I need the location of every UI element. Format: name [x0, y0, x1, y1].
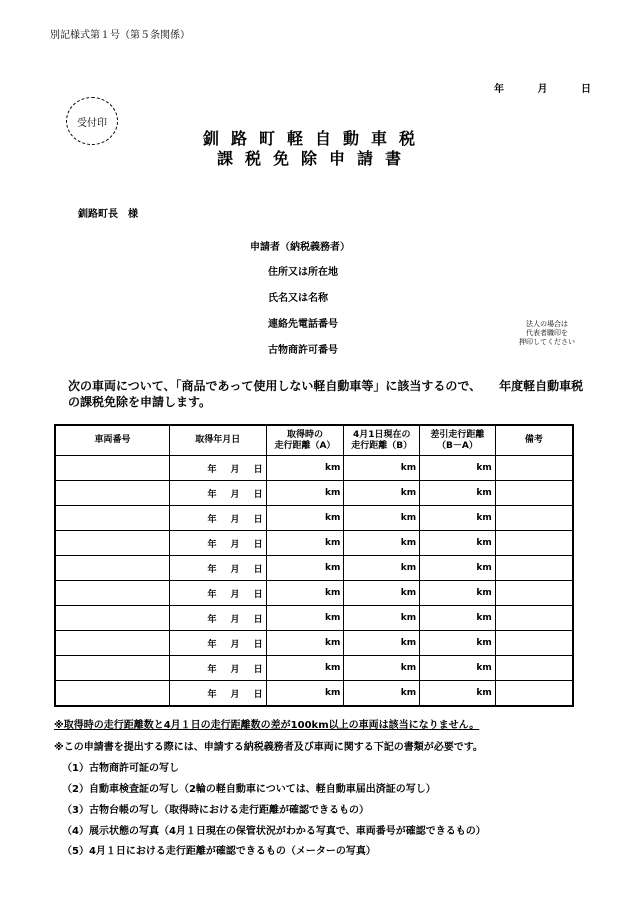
mileage-b-cell[interactable]	[344, 631, 420, 656]
month-unit: 月	[230, 614, 240, 625]
km-unit: km	[400, 463, 417, 473]
mileage-a-cell[interactable]	[266, 481, 344, 506]
mileage-a-cell[interactable]	[266, 556, 344, 581]
vehicle-number-cell[interactable]	[55, 606, 169, 631]
corporate-seal-note	[512, 320, 582, 347]
day-unit: 日	[253, 539, 263, 550]
month-unit: 月	[230, 689, 240, 700]
mileage-diff-cell[interactable]	[420, 531, 496, 556]
table-row	[55, 606, 573, 631]
month-unit: 月	[230, 664, 240, 675]
table-row	[55, 456, 573, 481]
km-unit: km	[324, 663, 341, 673]
date-fields	[494, 80, 591, 95]
vehicle-number-cell[interactable]	[55, 581, 169, 606]
year-unit: 年	[207, 589, 217, 600]
km-unit: km	[324, 488, 341, 498]
month-unit: 月	[230, 539, 240, 550]
day-unit: 日	[253, 589, 263, 600]
table-row	[55, 556, 573, 581]
vehicle-number-cell[interactable]	[55, 656, 169, 681]
year-unit: 年	[207, 689, 217, 700]
day-unit: 日	[253, 489, 263, 500]
phone-label: 連絡先電話番号	[268, 319, 338, 330]
km-unit: km	[476, 688, 492, 698]
doc-item-4: （4）展示状態の写真（4月１日現在の保管状況がわかる写真で、車両番号が確認できるもの）	[62, 826, 486, 837]
mileage-b-cell[interactable]	[344, 656, 420, 681]
acquisition-date-cell[interactable]	[169, 456, 266, 481]
year-label: 年	[494, 84, 504, 95]
mileage-diff-cell[interactable]	[420, 456, 496, 481]
day-unit: 日	[253, 639, 263, 650]
mileage-diff-cell[interactable]	[420, 606, 496, 631]
km-unit: km	[324, 538, 341, 548]
remarks-cell[interactable]	[495, 581, 573, 606]
table-header-row	[55, 425, 573, 456]
remarks-cell[interactable]	[495, 556, 573, 581]
km-unit: km	[400, 688, 417, 698]
acquisition-date-cell[interactable]	[169, 606, 266, 631]
header-mileage-b: 4月1日現在の 走行距離（B）	[344, 425, 420, 456]
addressee: 釧路町長 様	[78, 209, 138, 220]
mileage-a-cell[interactable]	[266, 456, 344, 481]
note-threshold	[54, 716, 479, 731]
mileage-diff-cell[interactable]	[420, 506, 496, 531]
title-line1: 釧路町軽自動車税	[202, 129, 427, 148]
km-unit: km	[324, 638, 341, 648]
remarks-cell[interactable]	[495, 531, 573, 556]
km-unit: km	[476, 588, 492, 598]
mileage-b-cell[interactable]	[344, 556, 420, 581]
doc-item-5: （5）4月１日における走行距離が確認できるもの（メーターの写真）	[62, 846, 376, 857]
km-unit: km	[476, 613, 492, 623]
km-unit: km	[476, 538, 492, 548]
doc-item-2: （2）自動車検査証の写し（2輪の軽自動車については、軽自動車届出済証の写し）	[62, 784, 436, 795]
km-unit: km	[400, 663, 417, 673]
km-unit: km	[400, 588, 417, 598]
year-unit: 年	[207, 639, 217, 650]
header-mileage-diff: 差引走行距離 （B－A）	[420, 425, 496, 456]
remarks-cell[interactable]	[495, 606, 573, 631]
km-unit: km	[400, 488, 417, 498]
month-unit: 月	[230, 514, 240, 525]
km-unit: km	[476, 488, 492, 498]
mileage-b-cell[interactable]	[344, 581, 420, 606]
note-documents: ※この申請書を提出する際には、申請する納税義務者及び車両に関する下記の書類が必要です。	[54, 742, 483, 753]
vehicle-number-cell[interactable]	[55, 456, 169, 481]
acquisition-date-cell[interactable]	[169, 506, 266, 531]
acquisition-date-cell[interactable]	[169, 556, 266, 581]
acquisition-date-cell[interactable]	[169, 531, 266, 556]
km-unit: km	[324, 688, 341, 698]
mileage-diff-cell[interactable]	[420, 631, 496, 656]
month-label: 月	[537, 84, 548, 95]
month-unit: 月	[230, 489, 240, 500]
header-mileage-a: 取得時の 走行距離（A）	[266, 425, 344, 456]
table-row	[55, 581, 573, 606]
table-row	[55, 481, 573, 506]
table-row	[55, 506, 573, 531]
mileage-a-cell[interactable]	[266, 531, 344, 556]
km-unit: km	[324, 613, 341, 623]
vehicle-number-cell[interactable]	[55, 531, 169, 556]
title-line2: 課税免除申請書	[216, 149, 413, 168]
applicant-heading: 申請者（納税義務者）	[250, 242, 350, 253]
note-threshold-text: ※取得時の走行距離数と4月１日の走行距離数の差が100km以上の車両は該当になりません。	[54, 720, 480, 731]
mileage-a-cell[interactable]	[266, 506, 344, 531]
remarks-cell[interactable]	[495, 656, 573, 681]
year-unit: 年	[207, 464, 217, 475]
mileage-a-cell[interactable]	[266, 581, 344, 606]
remarks-cell[interactable]	[495, 506, 573, 531]
year-unit: 年	[207, 539, 217, 550]
remarks-cell[interactable]	[495, 631, 573, 656]
mileage-b-cell[interactable]	[344, 481, 420, 506]
acquisition-date-cell[interactable]	[169, 481, 266, 506]
km-unit: km	[476, 663, 492, 673]
mileage-diff-cell[interactable]	[420, 581, 496, 606]
km-unit: km	[400, 513, 417, 523]
km-unit: km	[400, 563, 417, 573]
mileage-b-cell[interactable]	[344, 606, 420, 631]
month-unit: 月	[230, 639, 240, 650]
acquisition-date-cell[interactable]	[169, 581, 266, 606]
day-label: 日	[580, 84, 591, 95]
mileage-b-cell[interactable]	[344, 506, 420, 531]
year-unit: 年	[207, 664, 217, 675]
form-number: 別記様式第１号（第５条関係）	[50, 30, 190, 41]
month-unit: 月	[230, 564, 240, 575]
mileage-diff-cell[interactable]	[420, 681, 496, 707]
acquisition-date-cell[interactable]	[169, 681, 266, 707]
day-unit: 日	[253, 664, 263, 675]
name-label: 氏名又は名称	[268, 293, 328, 304]
application-statement: 次の車両について、「商品であって使用しない軽自動車等」に該当するので、 年度軽自動車税の課税免除を申請します。	[68, 379, 584, 409]
mileage-diff-cell[interactable]	[420, 556, 496, 581]
day-unit: 日	[253, 464, 263, 475]
table-row	[55, 531, 573, 556]
day-unit: 日	[253, 689, 263, 700]
mileage-a-cell[interactable]	[266, 606, 344, 631]
km-unit: km	[324, 588, 341, 598]
address-label: 住所又は所在地	[268, 267, 338, 278]
reception-stamp: 受付印	[66, 97, 118, 145]
vehicle-number-cell[interactable]	[55, 631, 169, 656]
vehicle-number-cell[interactable]	[55, 556, 169, 581]
header-acquisition-date: 取得年月日	[169, 425, 266, 456]
km-unit: km	[476, 563, 492, 573]
year-unit: 年	[207, 514, 217, 525]
doc-item-1: （1）古物商許可証の写し	[62, 763, 179, 774]
vehicle-number-cell[interactable]	[55, 681, 169, 707]
km-unit: km	[400, 538, 417, 548]
month-unit: 月	[230, 464, 240, 475]
year-unit: 年	[207, 489, 217, 500]
day-unit: 日	[253, 514, 263, 525]
acquisition-date-cell[interactable]	[169, 631, 266, 656]
header-remarks: 備考	[495, 425, 573, 456]
vehicle-number-cell[interactable]	[55, 506, 169, 531]
mileage-diff-cell[interactable]	[420, 656, 496, 681]
vehicle-number-cell[interactable]	[55, 481, 169, 506]
seal-note-line: 押印してください	[519, 338, 575, 346]
seal-note-line: 法人の場合は	[526, 320, 568, 328]
km-unit: km	[476, 463, 492, 473]
mileage-a-cell[interactable]	[266, 656, 344, 681]
table-row	[55, 681, 573, 707]
mileage-b-cell[interactable]	[344, 531, 420, 556]
month-unit: 月	[230, 589, 240, 600]
km-unit: km	[324, 563, 341, 573]
day-unit: 日	[253, 564, 263, 575]
day-unit: 日	[253, 614, 263, 625]
mileage-b-cell[interactable]	[344, 456, 420, 481]
km-unit: km	[476, 638, 492, 648]
mileage-a-cell[interactable]	[266, 681, 344, 707]
table-row	[55, 631, 573, 656]
km-unit: km	[400, 613, 417, 623]
acquisition-date-cell[interactable]	[169, 656, 266, 681]
remarks-cell[interactable]	[495, 456, 573, 481]
year-unit: 年	[207, 564, 217, 575]
km-unit: km	[400, 638, 417, 648]
header-vehicle-number: 車両番号	[55, 425, 169, 456]
vehicle-table	[54, 424, 574, 707]
doc-item-3: （3）古物台帳の写し（取得時における走行距離が確認できるもの）	[62, 805, 369, 816]
remarks-cell[interactable]	[495, 481, 573, 506]
km-unit: km	[476, 513, 492, 523]
year-unit: 年	[207, 614, 217, 625]
km-unit: km	[324, 463, 341, 473]
license-label: 古物商許可番号	[268, 345, 338, 356]
seal-note-line: 代表者職印を	[526, 329, 568, 337]
mileage-diff-cell[interactable]	[420, 481, 496, 506]
mileage-b-cell[interactable]	[344, 681, 420, 707]
mileage-a-cell[interactable]	[266, 631, 344, 656]
remarks-cell[interactable]	[495, 681, 573, 707]
km-unit: km	[324, 513, 341, 523]
table-row	[55, 656, 573, 681]
